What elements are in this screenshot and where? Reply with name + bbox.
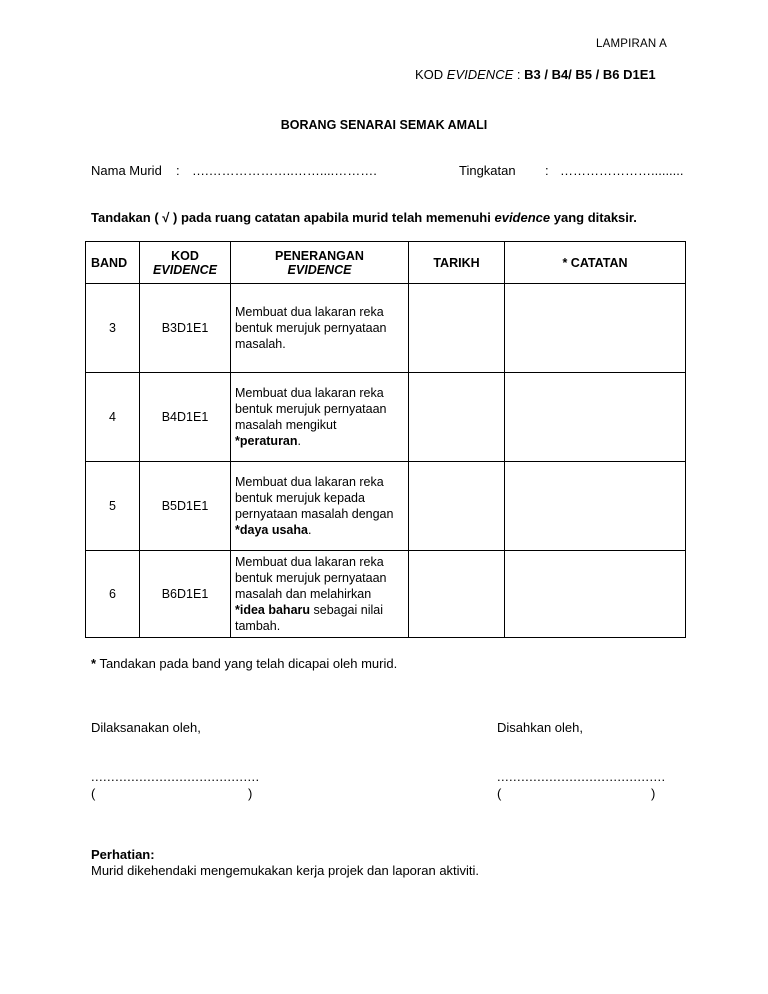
kod-cell: B6D1E1 — [140, 551, 231, 638]
tingkatan-label: Tingkatan — [459, 163, 516, 178]
description-cell — [231, 551, 409, 638]
catatan-cell[interactable] — [505, 462, 686, 551]
disahkan-label: Disahkan oleh, — [497, 720, 583, 735]
description-emphasis: *daya usaha — [235, 523, 308, 537]
tarikh-cell[interactable] — [409, 551, 505, 638]
table-row — [86, 373, 686, 462]
instruction-italic: evidence — [494, 210, 551, 225]
description-tail: sebagai nilai tambah. — [235, 603, 383, 633]
kod-cell: B5D1E1 — [140, 462, 231, 551]
instruction-part1: Tandakan ( √ ) pada ruang catatan apabila murid telah memenuhi — [91, 210, 495, 225]
instruction-part2: yang ditaksir. — [550, 210, 637, 225]
description-text: Membuat dua lakaran reka bentuk merujuk pernyataan masalah dan melahirkan — [235, 555, 387, 601]
perhatian-text: Murid dikehendaki mengemukakan kerja projek dan laporan aktiviti. — [91, 863, 480, 878]
kod-value: B3 / B4/ B5 / B6 D1E1 — [524, 67, 656, 82]
kod-prefix: KOD — [415, 67, 447, 82]
name-paren-left-open: ( — [91, 786, 96, 801]
table-row — [86, 462, 686, 551]
band-cell: 6 — [86, 551, 140, 638]
footnote — [91, 656, 397, 671]
band-cell: 5 — [86, 462, 140, 551]
kod-evidence-line — [415, 67, 656, 82]
appendix-label: LAMPIRAN A — [596, 38, 668, 50]
tarikh-cell[interactable] — [409, 284, 505, 373]
description-emphasis: *idea baharu — [235, 603, 311, 617]
band-cell: 3 — [86, 284, 140, 373]
description-text: Membuat dua lakaran reka bentuk merujuk pernyataan masalah. — [235, 305, 387, 351]
tarikh-cell[interactable] — [409, 462, 505, 551]
table-header-row — [86, 242, 686, 284]
description-tail: . — [307, 523, 312, 537]
kod-cell: B3D1E1 — [140, 284, 231, 373]
description-tail: . — [297, 434, 302, 448]
name-paren-left-close: ) — [248, 786, 253, 801]
signature-line-right[interactable]: .......................................... — [497, 769, 666, 784]
name-paren-right-open: ( — [497, 786, 502, 801]
dilaksanakan-label: Dilaksanakan oleh, — [91, 720, 201, 735]
header-penerangan-line1: PENERANGAN — [275, 248, 364, 263]
nama-murid-label: Nama Murid — [91, 163, 162, 178]
header-penerangan-line2: EVIDENCE — [287, 262, 352, 277]
nama-murid-field[interactable]: ….………………..……....………. — [192, 163, 377, 178]
name-paren-right-close: ) — [651, 786, 656, 801]
kod-separator: : — [513, 67, 525, 82]
tingkatan-colon: : — [545, 163, 549, 178]
form-title: BORANG SENARAI SEMAK AMALI — [280, 118, 488, 132]
footnote-star: * — [91, 656, 97, 671]
tingkatan-field[interactable]: …………………......... — [560, 163, 684, 178]
description-text: Membuat dua lakaran reka bentuk merujuk kepada pernyataan masalah dengan — [235, 475, 394, 521]
description-cell — [231, 284, 409, 373]
header-tarikh: TARIKH — [409, 242, 505, 284]
tarikh-cell[interactable] — [409, 373, 505, 462]
header-band: BAND — [86, 242, 140, 284]
kod-cell: B4D1E1 — [140, 373, 231, 462]
header-penerangan-evidence — [231, 242, 409, 284]
instruction-text — [91, 210, 637, 225]
description-text: Membuat dua lakaran reka bentuk merujuk pernyataan masalah mengikut — [235, 386, 387, 432]
header-catatan: * CATATAN — [505, 242, 686, 284]
header-kod-line2: EVIDENCE — [153, 262, 217, 277]
table-row — [86, 551, 686, 638]
signature-line-left[interactable]: .......................................... — [91, 769, 260, 784]
description-emphasis: *peraturan — [235, 434, 298, 448]
catatan-cell[interactable] — [505, 551, 686, 638]
description-cell — [231, 462, 409, 551]
table-row — [86, 284, 686, 373]
header-kod-evidence — [140, 242, 231, 284]
nama-murid-colon: : — [176, 163, 180, 178]
header-kod-line1: KOD — [171, 248, 199, 263]
catatan-cell[interactable] — [505, 373, 686, 462]
description-cell — [231, 373, 409, 462]
kod-evidence-word: EVIDENCE — [446, 67, 514, 82]
perhatian-heading: Perhatian: — [91, 847, 155, 862]
catatan-cell[interactable] — [505, 284, 686, 373]
footnote-text: Tandakan pada band yang telah dicapai oleh murid. — [96, 656, 398, 671]
checklist-table — [85, 241, 686, 638]
band-cell: 4 — [86, 373, 140, 462]
